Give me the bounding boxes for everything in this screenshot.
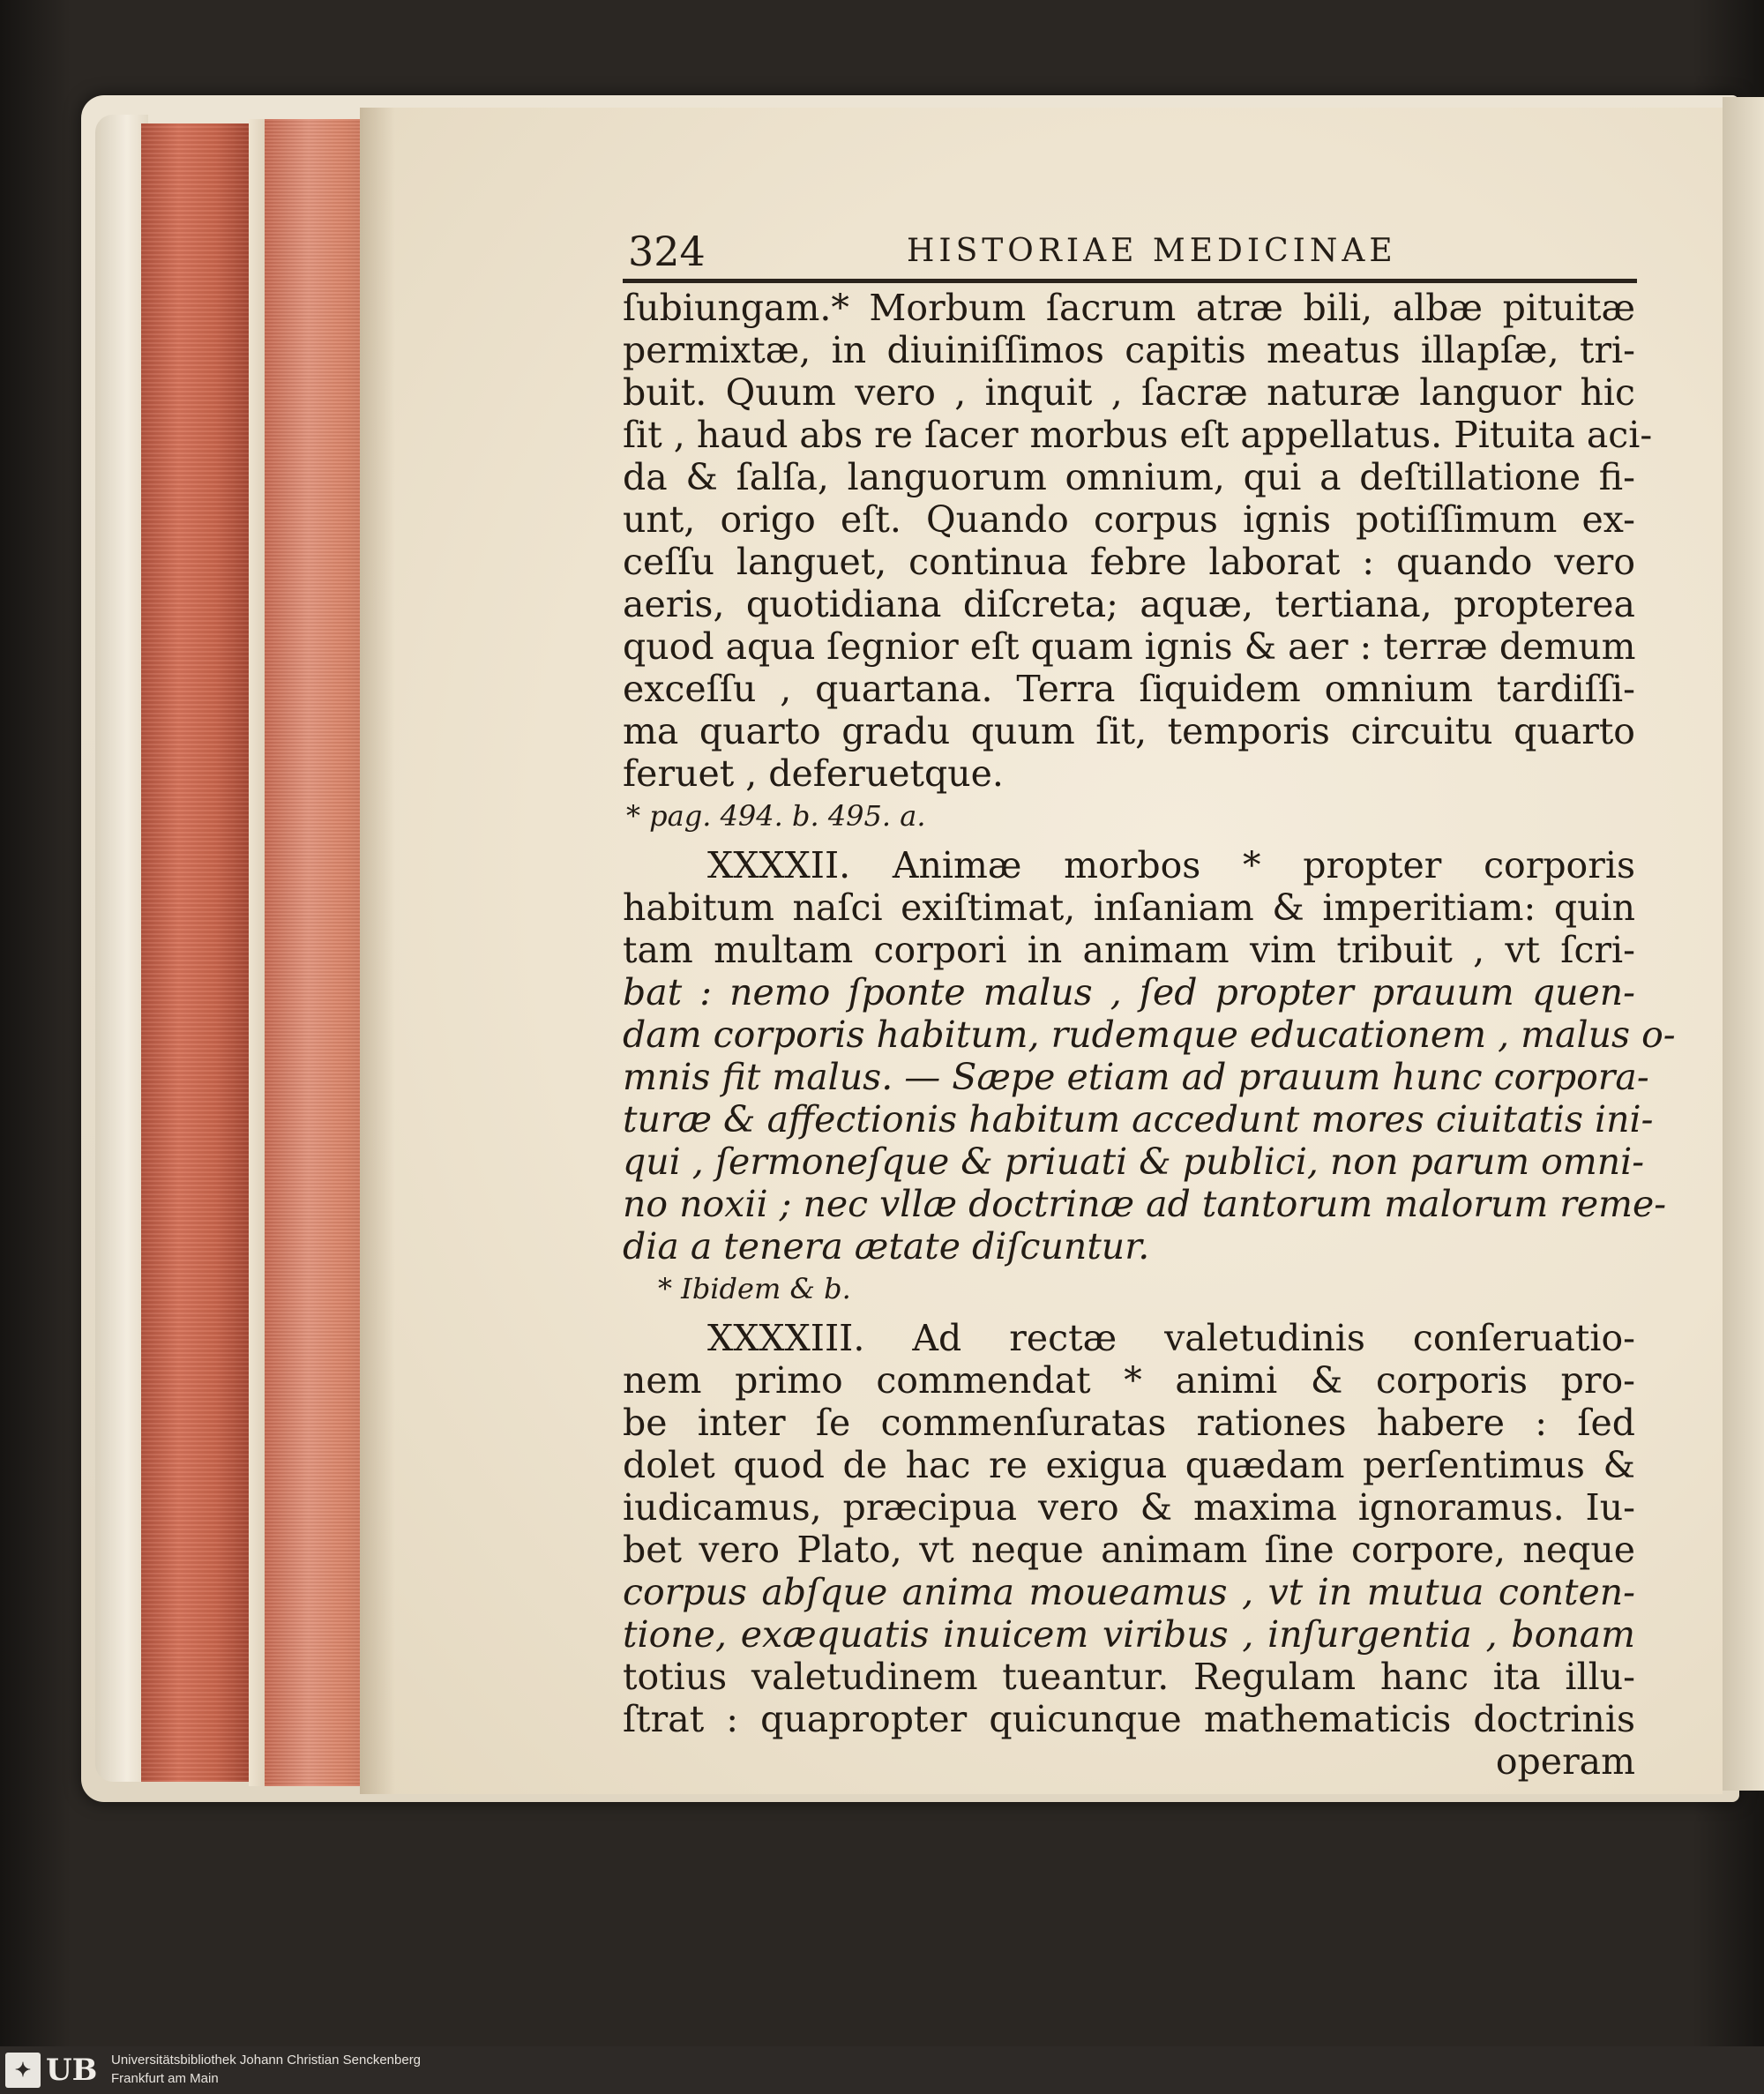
- text-line: bat : nemo ſponte malus , ſed propter prauum quen-: [623, 971, 1635, 1013]
- page-number: 324: [628, 228, 706, 275]
- red-page-edge-inner: [265, 119, 362, 1786]
- text-line: ſtrat : quapropter quicunque mathematicis doctrinis: [623, 1698, 1635, 1740]
- text-line: be inter ſe commenſuratas rationes habere : ſed: [623, 1402, 1635, 1444]
- footer-credit: [111, 2051, 421, 2088]
- institution-name: Universitätsbibliothek Johann Christian Senckenberg: [111, 2053, 422, 2068]
- text-line: ſubiungam.* Morbum ſacrum atræ bili, albæ pituitæ: [623, 287, 1635, 329]
- text-line: ceſſu languet, continua febre laborat : quando vero: [623, 541, 1635, 583]
- text-line: permixtæ, in diuiniſſimos capitis meatus illapſæ, tri-: [623, 329, 1635, 371]
- text-line: da & ſalſa, languorum omnium, qui a deſtillatione fi-: [623, 456, 1635, 498]
- page-gap: [249, 119, 266, 1786]
- text-line: tione, exæquatis inuicem viribus , inſurgentia , bonam: [623, 1613, 1635, 1656]
- header-rule: [623, 279, 1637, 283]
- text-line: dia a tenera ætate diſcuntur.: [623, 1225, 1150, 1268]
- page-gutter-shadow: [360, 108, 395, 1794]
- text-line: no noxii ; nec vllæ doctrinæ ad tantorum malorum reme-: [623, 1183, 1667, 1225]
- text-line: dam corporis habitum, rudemque educationem , malus o-: [623, 1013, 1676, 1056]
- logo-text: UB: [46, 2053, 98, 2088]
- footer-bar: [0, 2046, 1764, 2094]
- cover-fold: [95, 115, 148, 1782]
- text-line: exceſſu , quartana. Terra ſiquidem omnium tardiſſi-: [623, 668, 1635, 710]
- text-line: aeris, quotidiana diſcreta; aquæ, tertiana, propterea: [623, 583, 1635, 625]
- section-heading-line: XXXXII. Animæ morbos * propter corporis: [707, 844, 1635, 886]
- catchword: operam: [1495, 1740, 1635, 1783]
- text-line: totius valetudinem tueantur. Regulam hanc ita illu-: [623, 1656, 1635, 1698]
- text-line: quod aqua ſegnior eſt quam ignis & aer : terræ demum: [623, 625, 1636, 668]
- footnote: * pag. 494. b. 495. a.: [626, 799, 926, 833]
- text-line: qui , ſermoneſque & priuati & publici, non parum omni-: [623, 1140, 1645, 1183]
- text-line: habitum naſci exiſtimat, inſaniam & imperitiam: quin: [623, 886, 1635, 929]
- crest-icon: ✦: [5, 2053, 41, 2088]
- text-line: feruet , deferuetque.: [623, 752, 1004, 795]
- institution-city: Frankfurt am Main: [111, 2071, 219, 2086]
- text-line: bet vero Plato, vt neque animam ſine corpore, neque: [623, 1529, 1635, 1571]
- section-heading-line: XXXXIII. Ad rectæ valetudinis conſeruatio-: [707, 1317, 1635, 1359]
- text-line: mnis fit malus. — Sæpe etiam ad prauum hunc corpora-: [623, 1056, 1649, 1098]
- text-line: iudicamus, præcipua vero & maxima ignoramus. Iu-: [623, 1486, 1635, 1529]
- library-logo: [5, 2052, 108, 2089]
- text-line: tam multam corpori in animam vim tribuit , vt ſcri-: [623, 929, 1635, 971]
- text-line: unt, origo eſt. Quando corpus ignis potiſſimum ex-: [623, 498, 1635, 541]
- text-line: nem primo commendat * animi & corporis pro-: [623, 1359, 1635, 1402]
- running-title: HISTORIAE MEDICINAE: [907, 233, 1397, 269]
- text-line: buit. Quum vero , inquit , ſacræ naturæ languor hic: [623, 371, 1635, 414]
- text-line: turæ & affectionis habitum accedunt mores ciuitatis ini-: [623, 1098, 1654, 1140]
- text-line: ſit , haud abs re ſacer morbus eſt appellatus. Pituita aci-: [623, 414, 1653, 456]
- text-line: ma quarto gradu quum ſit, temporis circuitu quarto: [623, 710, 1635, 752]
- red-page-edge: [141, 123, 251, 1782]
- text-line: dolet quod de hac re exigua quædam perſentimus &: [623, 1444, 1635, 1486]
- text-line: corpus abſque anima moueamus , vt in mutua conten-: [623, 1571, 1635, 1613]
- facing-page-edge: [1723, 97, 1764, 1791]
- footnote: * Ibidem & b.: [658, 1272, 851, 1305]
